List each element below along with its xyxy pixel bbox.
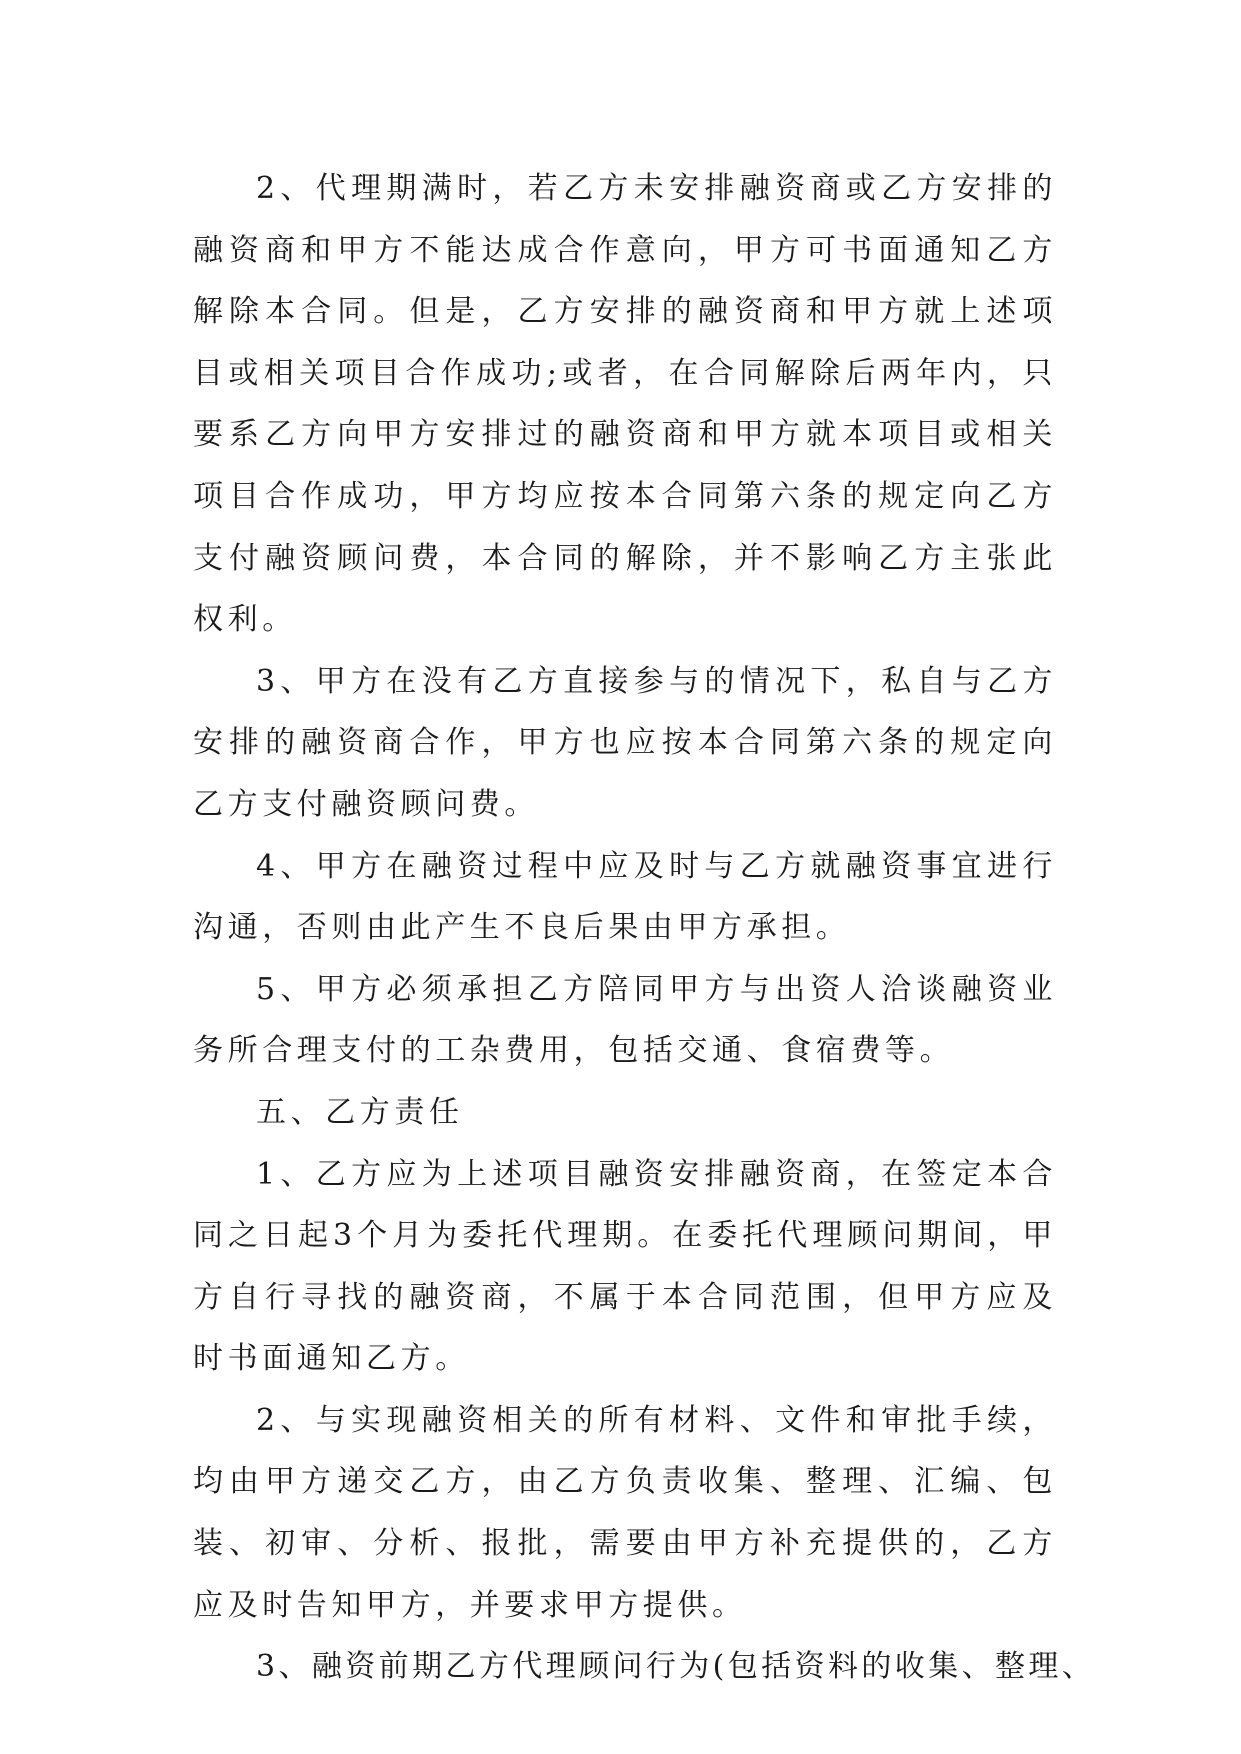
paragraph-1-agency-period: 1、乙方应为上述项目融资安排融资商，在签定本合同之日起3个月为委托代理期。在委托代理顾问期间，甲方自行寻找的融资商，不属于本合同范围，但甲方应及时书面通知乙方。 — [193, 1156, 1057, 1377]
paragraph-2-termination: 2、代理期满时，若乙方未安排融资商或乙方安排的融资商和甲方不能达成合作意向，甲方可书面通知乙方解除本合同。但是，乙方安排的融资商和甲方就上述项目或相关项目合作成功;或者，在合同解除后两年内，只要系乙方向甲方安排过的融资商和甲方就本项目或相关项目合作成功，甲方均应按本合同第六条的规定向乙方支付融资顾问费，本合同的解除，并不影响乙方主张此权利。 — [193, 171, 1057, 638]
paragraph-5-expenses: 5、甲方必须承担乙方陪同甲方与出资人洽谈融资业务所合理支付的工杂费用，包括交通、食宿费等。 — [193, 971, 1057, 1069]
paragraph-3-private-cooperation: 3、甲方在没有乙方直接参与的情况下，私自与乙方安排的融资商合作，甲方也应按本合同第六条的规定向乙方支付融资顾问费。 — [193, 663, 1057, 822]
section-heading-party-b-responsibility: 五、乙方责任 — [256, 1094, 464, 1130]
paragraph-4-communication: 4、甲方在融资过程中应及时与乙方就融资事宜进行沟通，否则由此产生不良后果由甲方承担。 — [193, 848, 1057, 946]
document-body — [193, 158, 1096, 1698]
paragraph-3-early-stage: 3、融资前期乙方代理顾问行为(包括资料的收集、整理、 — [256, 1649, 1096, 1685]
paragraph-2-materials: 2、与实现融资相关的所有材料、文件和审批手续，均由甲方递交乙方，由乙方负责收集、整理、汇编、包装、初审、分析、报批，需要由甲方补充提供的，乙方应及时告知甲方，并要求甲方提供。 — [193, 1402, 1057, 1623]
